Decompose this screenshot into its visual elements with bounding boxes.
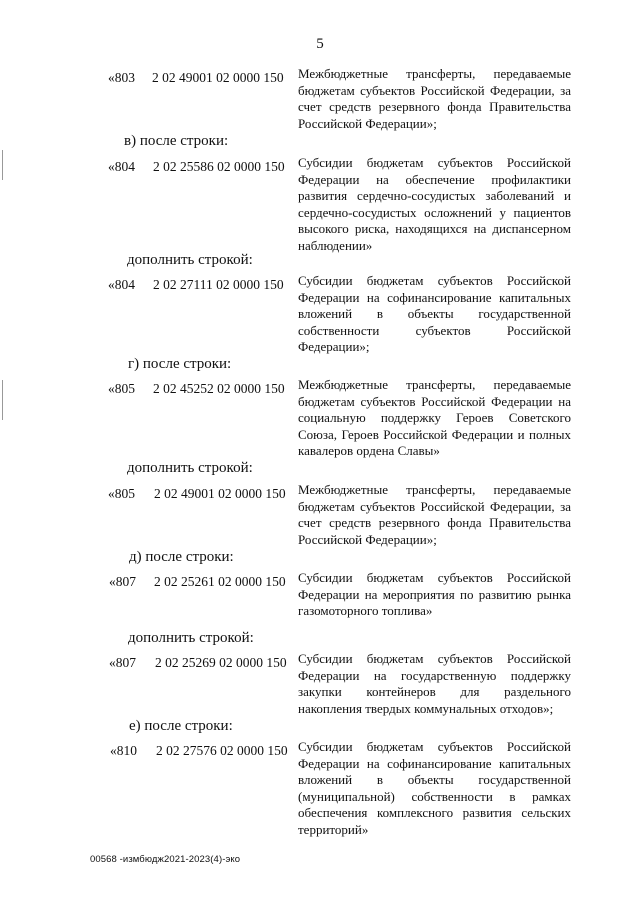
section-heading: дополнить строкой: xyxy=(127,252,253,268)
section-heading: в) после строки: xyxy=(124,133,229,149)
admin-code: «805 xyxy=(108,486,135,501)
row-description: Субсидии бюджетам субъектов Российской Федерации на мероприятия по развитию рынка газомоторного топлива» xyxy=(298,570,571,618)
admin-code: «803 xyxy=(108,70,135,85)
admin-code: «807 xyxy=(109,574,136,589)
row-description: Межбюджетные трансферты, передаваемые бюджетам субъектов Российской Федерации, за счет средств резервного фонда Правительства Российской Федерации»; xyxy=(298,482,571,547)
row-description: Субсидии бюджетам субъектов Российской Федерации на обеспечение профилактики развития сердечно-сосудистых заболеваний и сердечно-сосудистых осложнений у пациентов высокого риска, находящихся на диспансерном наблюдении» xyxy=(298,155,571,253)
budget-classification-code: 2 02 49001 02 0000 150 xyxy=(154,486,286,501)
admin-code: «805 xyxy=(108,381,135,396)
admin-code: «804 xyxy=(108,277,135,292)
budget-classification-code: 2 02 25261 02 0000 150 xyxy=(154,574,286,589)
row-description: Межбюджетные трансферты, передаваемые бюджетам субъектов Российской Федерации на социальную поддержку Героев Советского Союза, Героев Российской Федерации и полных кавалеров ордена Славы» xyxy=(298,377,571,458)
admin-code: «804 xyxy=(108,159,135,174)
row-description: Субсидии бюджетам субъектов Российской Федерации на софинансирование капитальных вложений в объекты государственной (муниципальной) собственности в рамках обеспечения комплексного развития сельских территорий» xyxy=(298,739,571,837)
section-heading: дополнить строкой: xyxy=(128,630,254,646)
row-description: Межбюджетные трансферты, передаваемые бюджетам субъектов Российской Федерации, за счет средств резервного фонда Правительства Российской Федерации»; xyxy=(298,66,571,131)
budget-classification-code: 2 02 27111 02 0000 150 xyxy=(153,277,284,292)
margin-mark xyxy=(2,380,3,420)
document-footer-code: 00568 -измбюдж2021-2023(4)-эко xyxy=(90,854,241,865)
budget-classification-code: 2 02 25586 02 0000 150 xyxy=(153,159,285,174)
budget-classification-code: 2 02 49001 02 0000 150 xyxy=(152,70,284,85)
budget-classification-code: 2 02 25269 02 0000 150 xyxy=(155,655,287,670)
page-number: 5 xyxy=(316,36,324,52)
admin-code: «807 xyxy=(109,655,136,670)
admin-code: «810 xyxy=(110,743,137,758)
section-heading: д) после строки: xyxy=(129,549,234,565)
section-heading: г) после строки: xyxy=(128,356,232,372)
budget-classification-code: 2 02 27576 02 0000 150 xyxy=(156,743,288,758)
margin-mark xyxy=(2,150,3,180)
section-heading: дополнить строкой: xyxy=(127,460,253,476)
row-description: Субсидии бюджетам субъектов Российской Федерации на государственную поддержку закупки контейнеров для раздельного накопления твердых коммунальных отходов»; xyxy=(298,651,571,716)
row-description: Субсидии бюджетам субъектов Российской Федерации на софинансирование капитальных вложений в объекты государственной собственности субъектов Российской Федерации»; xyxy=(298,273,571,354)
section-heading: е) после строки: xyxy=(129,718,233,734)
budget-classification-code: 2 02 45252 02 0000 150 xyxy=(153,381,285,396)
